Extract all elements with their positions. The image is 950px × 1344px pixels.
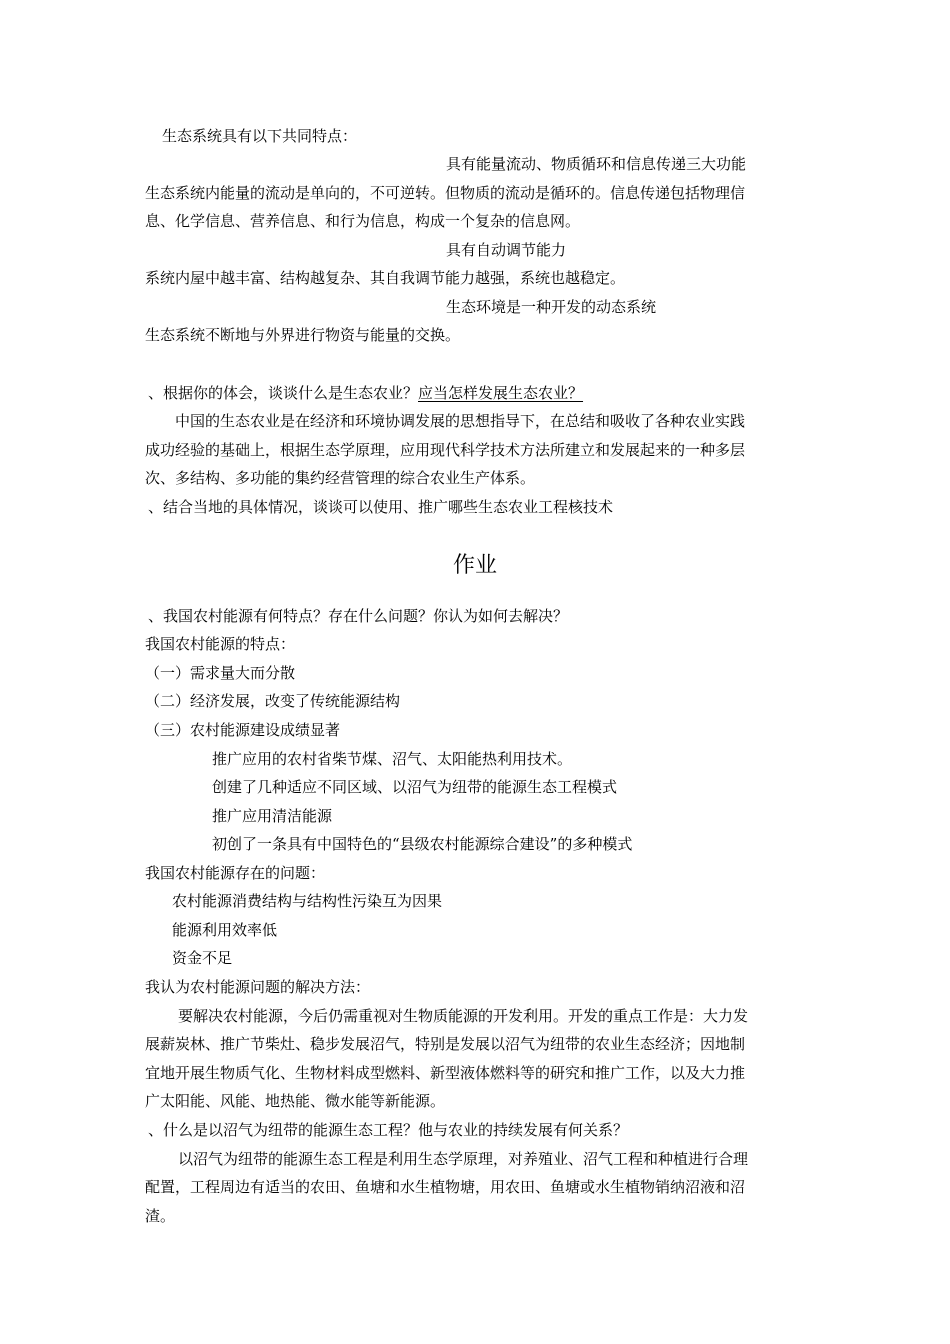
feature-text-2: 系统内屋中越丰富、结构越复杂、其自我调节能力越强，系统也越稳定。: [145, 269, 626, 287]
answer-eco-agriculture-line1: 中国的生态农业是在经济和环境协调发展的思想指导下，在总结和吸收了各种农业实践: [175, 412, 746, 430]
feature-item: （一）需求量大而分散: [145, 664, 296, 682]
problem-item: 农村能源消费结构与结构性污染互为因果: [172, 892, 443, 910]
feature-text-1-line2: 息、化学信息、营养信息、和行为信息，构成一个复杂的信息网。: [145, 212, 581, 230]
homework-title: 作业: [452, 553, 497, 578]
answer-eco-agriculture-line3: 次、多结构、多功能的集约经营管理的综合农业生产体系。: [145, 469, 536, 487]
biogas-answer-line: 配置，工程周边有适当的农田、鱼塘和水生植物塘，用农田、鱼塘或水生植物销纳沼液和沼: [145, 1178, 746, 1196]
achievement-item: 初创了一条具有中国特色的“县级农村能源综合建设”的多种模式: [212, 835, 633, 853]
biogas-answer-line: 渣。: [145, 1207, 176, 1225]
feature-text-3: 生态系统不断地与外界进行物资与能量的交换。: [145, 326, 461, 344]
problem-item: 资金不足: [172, 949, 233, 967]
question-local-techniques: 、结合当地的具体情况，谈谈可以使用、推广哪些生态农业工程核技术: [148, 498, 614, 516]
achievement-item: 推广应用清洁能源: [212, 807, 333, 825]
feature-heading-3: 生态环境是一种开发的动态系统: [446, 298, 657, 316]
homework-question-2: 、什么是以沼气为纽带的能源生态工程？他与农业的持续发展有何关系？: [148, 1121, 629, 1139]
feature-text-1-line1: 生态系统内能量的流动是单向的，不可逆转。但物质的流动是循环的。信息传递包括物理信: [145, 184, 746, 202]
achievement-item: 推广应用的农村省柴节煤、沼气、太阳能热利用技术。: [212, 750, 573, 768]
solution-line: 广太阳能、风能、地热能、微水能等新能源。: [145, 1092, 446, 1110]
biogas-answer-line: 以沼气为纽带的能源生态工程是利用生态学原理，对养殖业、沼气工程和种植进行合理: [178, 1150, 749, 1168]
question-eco-agriculture-part1: 、根据你的体会，谈谈什么是生态农业？: [148, 384, 419, 402]
solution-line: 要解决农村能源，今后仍需重视对生物质能源的开发利用。开发的重点工作是：大力发: [178, 1007, 749, 1025]
ecosystem-intro: 生态系统具有以下共同特点：: [162, 127, 358, 145]
solution-line: 宜地开展生物质气化、生物材料成型燃料、新型液体燃料等的研究和推广工作，以及大力推: [145, 1064, 746, 1082]
question-eco-agriculture: [148, 383, 583, 403]
rural-energy-problems-heading: 我国农村能源存在的问题：: [145, 864, 326, 882]
feature-heading-2: 具有自动调节能力: [446, 241, 567, 259]
feature-heading-1: 具有能量流动、物质循环和信息传递三大功能: [446, 155, 747, 173]
achievement-item: 创建了几种适应不同区域、以沼气为纽带的能源生态工程模式: [212, 778, 618, 796]
answer-eco-agriculture-line2: 成功经验的基础上，根据生态学原理，应用现代科学技术方法所建立和发展起来的一种多层: [145, 441, 746, 459]
feature-item: （二）经济发展，改变了传统能源结构: [145, 692, 401, 710]
solution-line: 展薪炭林、推广节柴灶、稳步发展沼气，特别是发展以沼气为纽带的农业生态经济；因地制: [145, 1035, 746, 1053]
problem-item: 能源利用效率低: [172, 921, 278, 939]
feature-item: （三）农村能源建设成绩显著: [145, 721, 341, 739]
homework-question-1: 、我国农村能源有何特点？存在什么问题？你认为如何去解决？: [148, 607, 569, 625]
rural-energy-features-heading: 我国农村能源的特点：: [145, 635, 296, 653]
question-eco-agriculture-underlined: 应当怎样发展生态农业？: [418, 384, 584, 402]
solution-heading: 我认为农村能源问题的解决方法：: [145, 978, 371, 996]
